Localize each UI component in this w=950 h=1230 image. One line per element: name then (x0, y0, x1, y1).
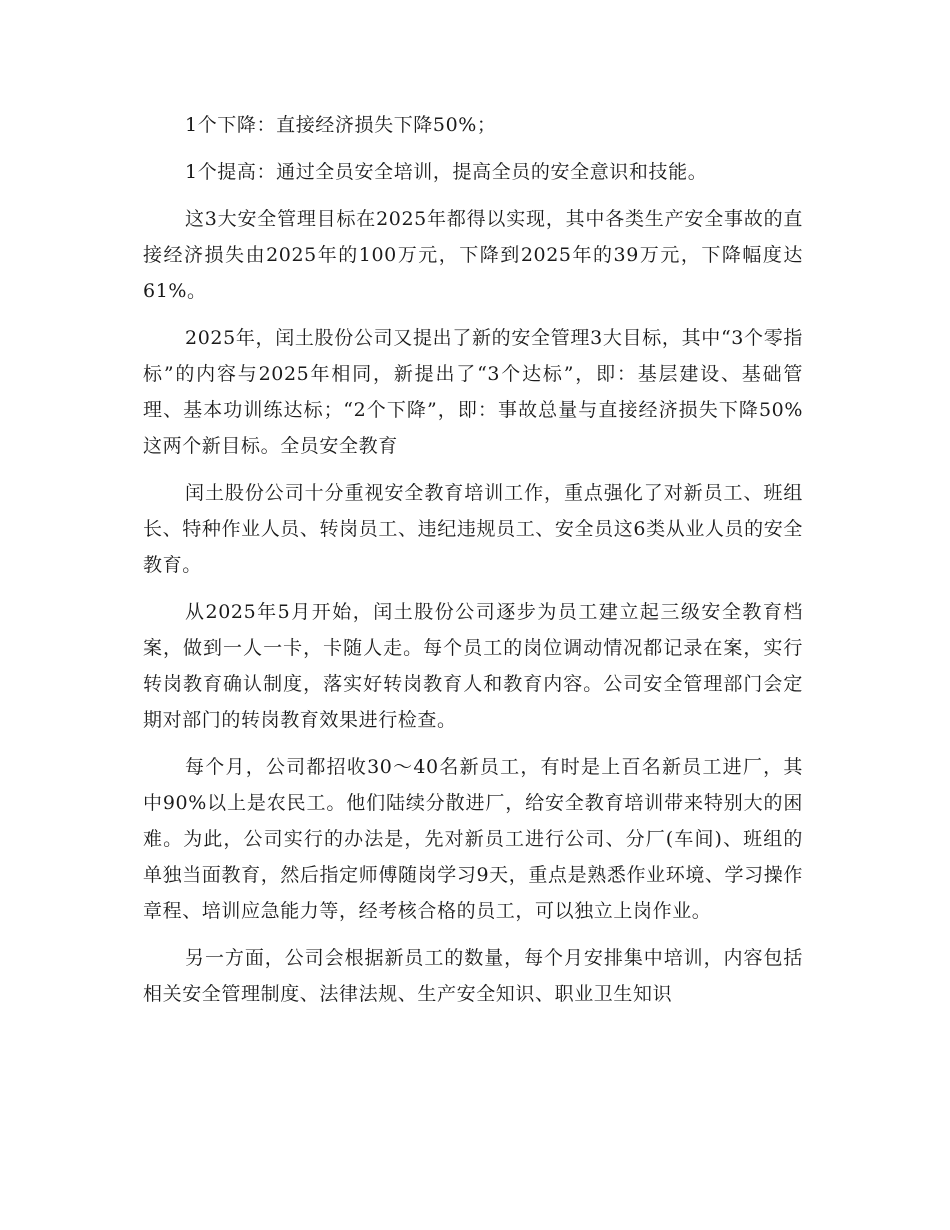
paragraph-goal-achievement: 这3大安全管理目标在2025年都得以实现，其中各类生产安全事故的直接经济损失由2025年的100万元，下降到2025年的39万元，下降幅度达61%。 (143, 208, 803, 302)
paragraph-new-employee-training: 每个月，公司都招收30～40名新员工，有时是上百名新员工进厂，其中90%以上是农民工。他们陆续分散进厂，给安全教育培训带来特别大的困难。为此，公司实行的办法是，先对新员工进行公司、分厂(车间)、班组的单独当面教育，然后指定师傅随岗学习9天，重点是熟悉作业环境、学习操作章程、培训应急能力等，经考核合格的员工，可以独立上岗作业。 (143, 756, 803, 922)
paragraph-education-records: 从2025年5月开始，闰土股份公司逐步为员工建立起三级安全教育档案，做到一人一卡，卡随人走。每个员工的岗位调动情况都记录在案，实行转岗教育确认制度，落实好转岗教育人和教育内容。公司安全管理部门会定期对部门的转岗教育效果进行检查。 (143, 601, 803, 731)
paragraph-centralized-training: 另一方面，公司会根据新员工的数量，每个月安排集中培训，内容包括相关安全管理制度、法律法规、生产安全知识、职业卫生知识 (143, 947, 803, 1005)
paragraph-safety-education: 闰土股份公司十分重视安全教育培训工作，重点强化了对新员工、班组长、特种作业人员、转岗员工、违纪违规员工、安全员这6类从业人员的安全教育。 (143, 482, 803, 576)
paragraph-improvement-goal: 1个提高：通过全员安全培训，提高全员的安全意识和技能。 (185, 161, 708, 183)
paragraph-new-targets: 2025年，闰土股份公司又提出了新的安全管理3大目标，其中“3个零指标”的内容与2025年相同，新提出了“3个达标”，即：基层建设、基础管理、基本功训练达标；“2个下降”，即：事故总量与直接经济损失下降50%这两个新目标。全员安全教育 (143, 327, 803, 457)
document-body (143, 107, 803, 1012)
paragraph-reduction-goal: 1个下降：直接经济损失下降50%； (185, 114, 497, 136)
